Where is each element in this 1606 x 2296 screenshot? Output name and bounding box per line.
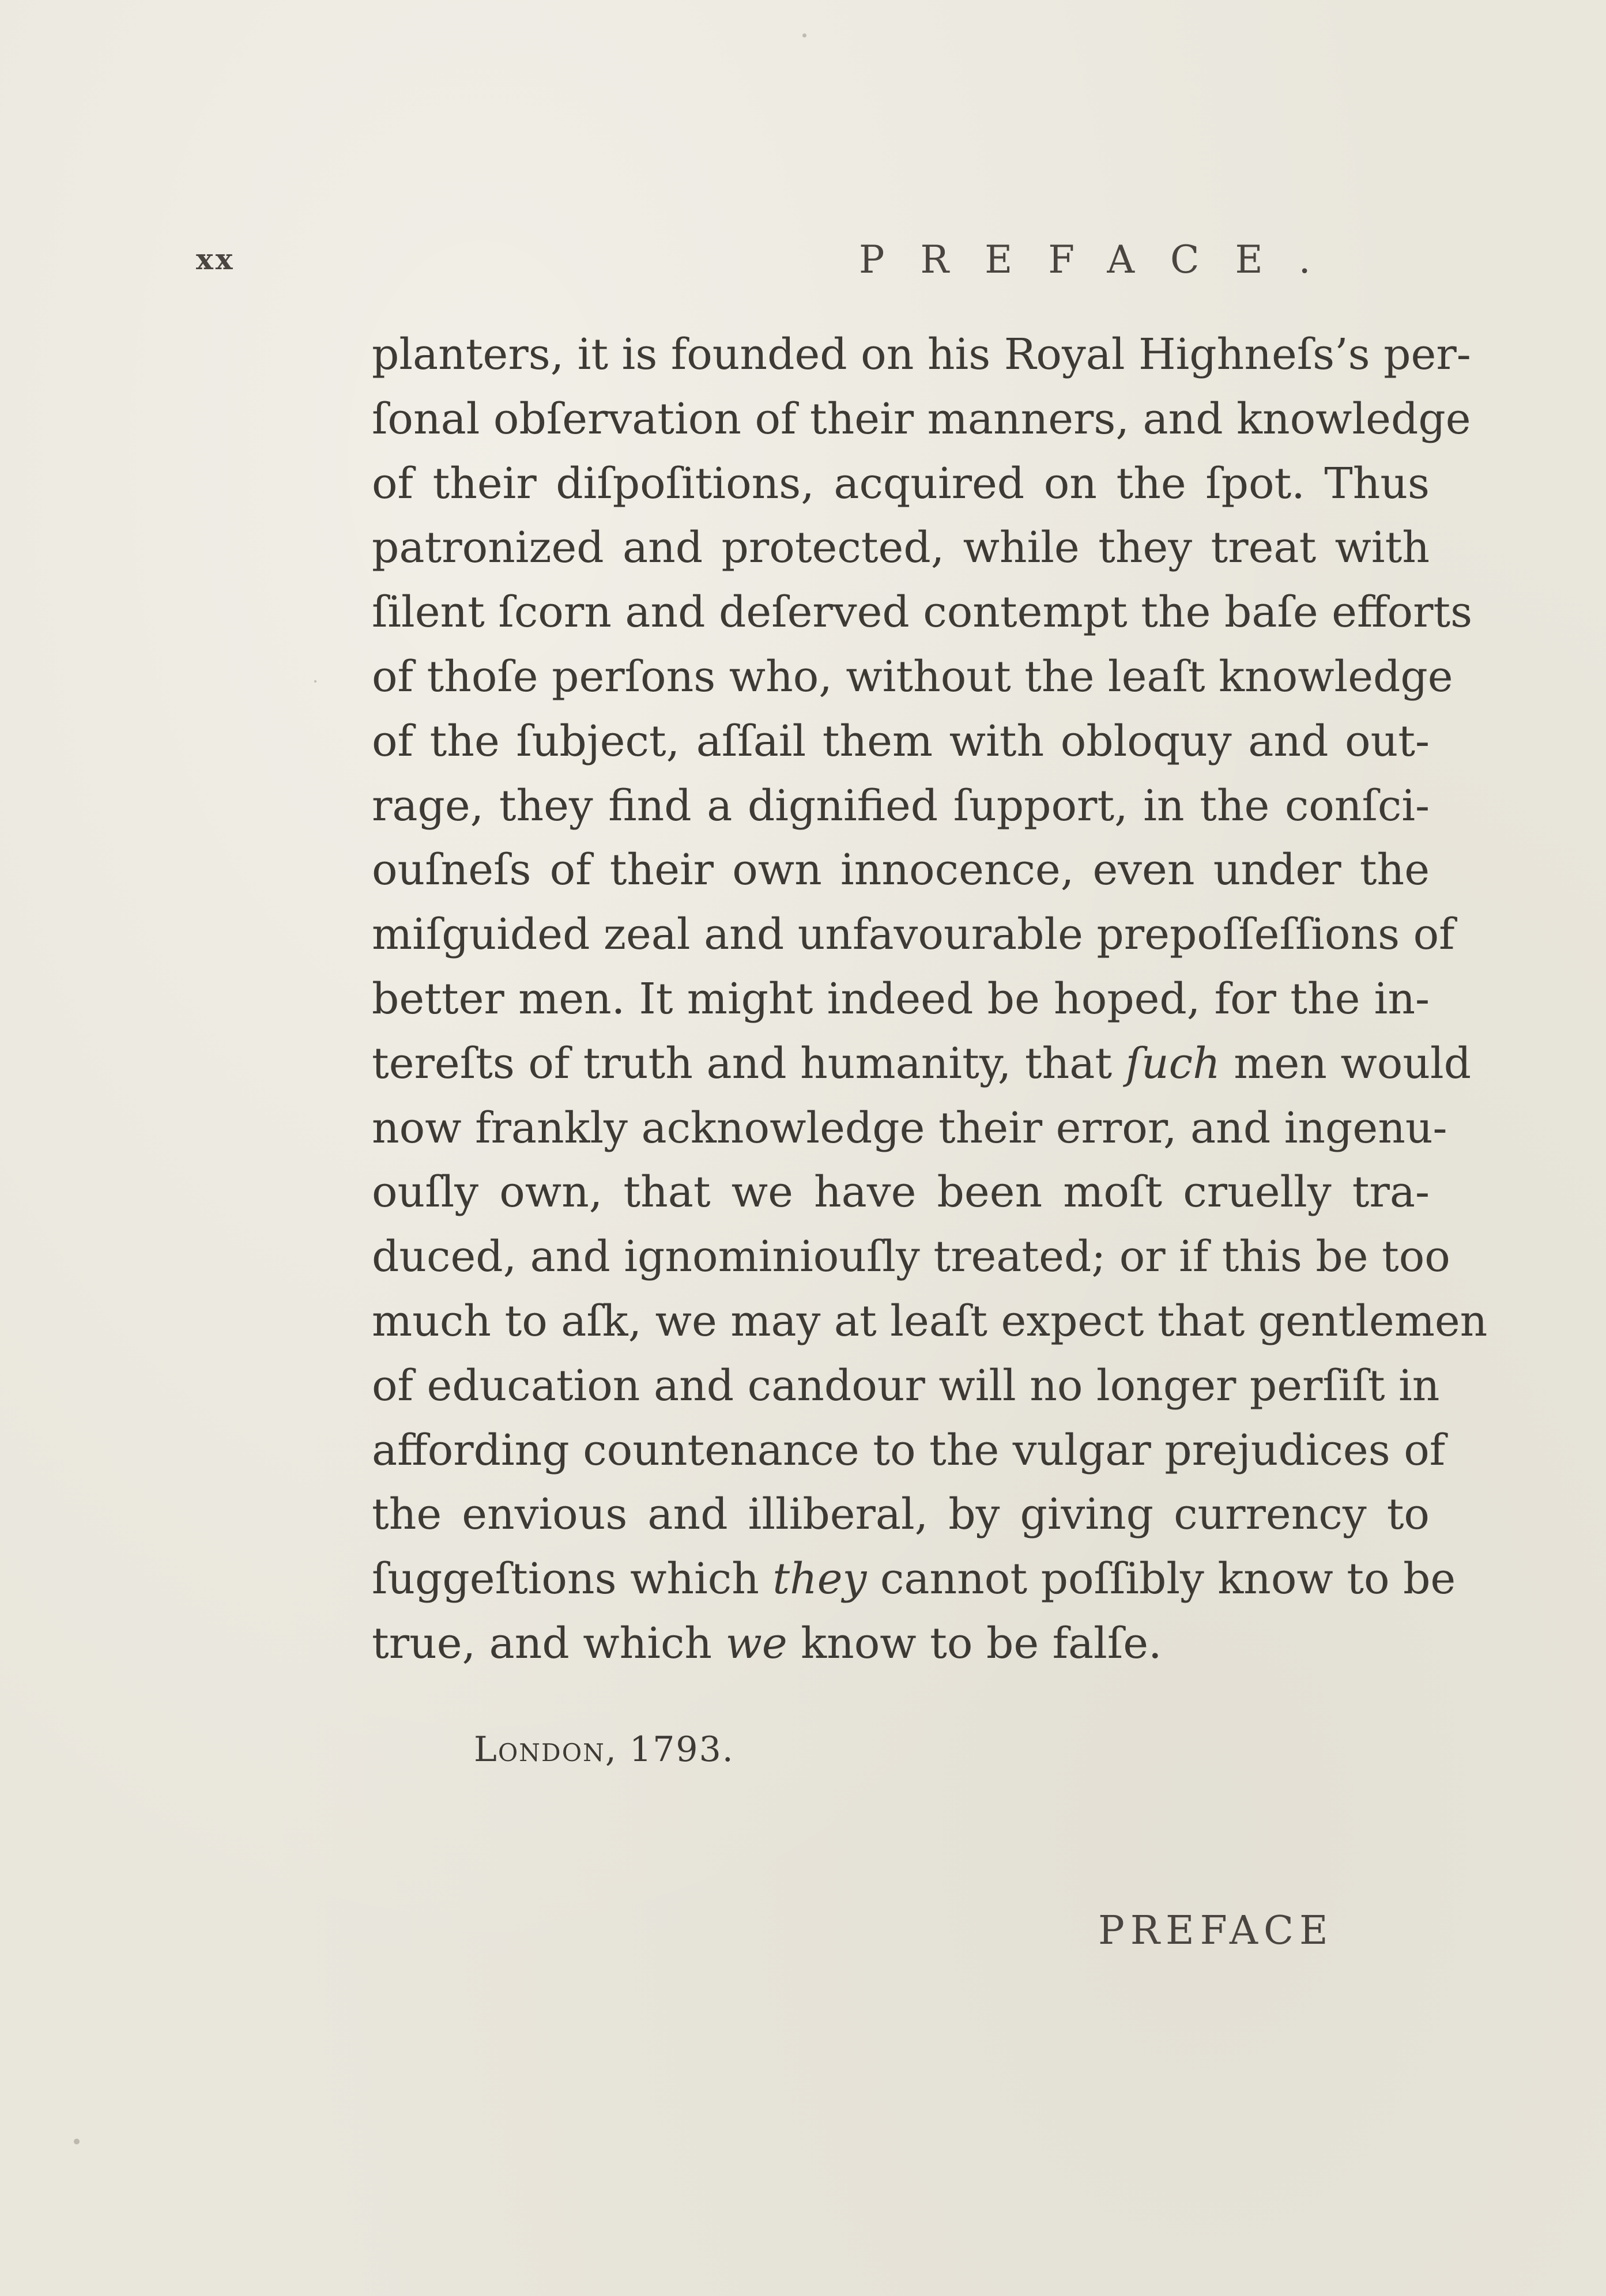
- text-line: ouſneſs of their own innocence, even under the: [372, 845, 1430, 895]
- running-head: PREFACE.: [859, 237, 1347, 282]
- text-line: true, and which we know to be falſe.: [372, 1618, 1162, 1668]
- paper-speck: [802, 33, 806, 37]
- text-line: ſilent ſcorn and deſerved contempt the baſe efforts: [372, 587, 1473, 638]
- text-line: of the ſubject, aſſail them with obloquy and out-: [372, 716, 1430, 766]
- text-line: ſonal obſervation of their manners, and knowledge: [372, 394, 1471, 444]
- text-line: of their diſpoſitions, acquired on the ſpot. Thus: [372, 458, 1430, 508]
- preface-body: [372, 323, 1488, 1676]
- text-line: the envious and illiberal, by giving currency to: [372, 1490, 1430, 1540]
- text-line: better men. It might indeed be hoped, for the in-: [372, 974, 1430, 1024]
- text-line: of education and candour will no longer perſiſt in: [372, 1360, 1440, 1411]
- catchword: PREFACE: [1098, 1908, 1334, 1954]
- text-line: miſguided zeal and unfavourable prepoſſeſſions of: [372, 910, 1455, 960]
- text-line: now frankly acknowledge their error, and ingenu-: [372, 1103, 1447, 1153]
- text-line: tereſts of truth and humanity, that ſuch men would: [372, 1038, 1472, 1088]
- text-line: much to aſk, we may at leaſt expect that gentlemen: [372, 1296, 1488, 1346]
- text-line: ouſly own, that we have been moſt cruelly tra-: [372, 1167, 1430, 1217]
- signature-year: 1793.: [629, 1729, 734, 1770]
- page-header: [196, 237, 1435, 288]
- place-date-signature: [474, 1729, 734, 1770]
- text-line: planters, it is founded on his Royal Highneſs’s per-: [372, 330, 1471, 379]
- text-line: rage, they find a dignified ſupport, in the conſci-: [372, 781, 1430, 831]
- text-line: of thoſe perſons who, without the leaſt knowledge: [372, 651, 1453, 702]
- text-line: ſuggeſtions which they cannot poſſibly know to be: [372, 1554, 1456, 1604]
- text-line: affording countenance to the vulgar prejudices of: [372, 1425, 1446, 1475]
- signature-place: London,: [474, 1729, 617, 1770]
- text-line: duced, and ignominiouſly treated; or if this be too: [372, 1232, 1450, 1282]
- paper-speck: [314, 680, 316, 683]
- text-line: patronized and protected, while they treat with: [372, 523, 1430, 573]
- page-number: xx: [196, 242, 235, 276]
- paper-speck: [74, 2139, 80, 2144]
